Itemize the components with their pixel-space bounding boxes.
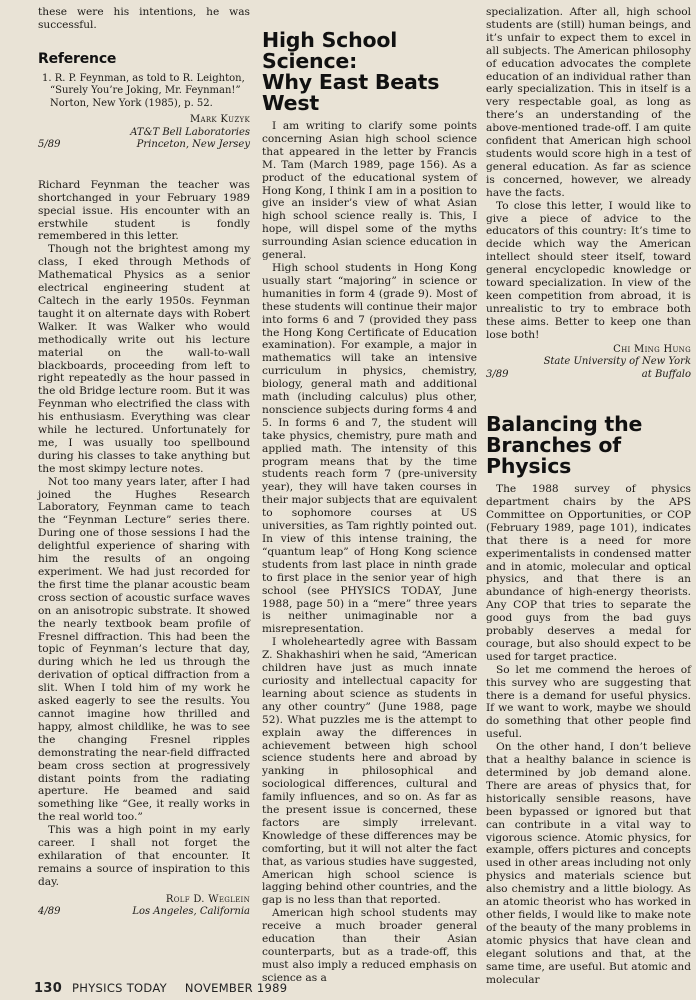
magazine-name: PHYSICS TODAY [72, 981, 167, 995]
letter-paragraph: I wholeheartedly agree with Bassam Z. Shakhashiri when he said, “American children have just as much innate curiosity and intellectual capacity for learning about science as students in any other country” (June 1988, page 52). What puzzles me is the attempt to explain away the differences in achievement between high school science students here and abroad by yanking in philosophical and sociological differences, cultural and family influences, and so on. As far as the present issue is concerned, these factors are simply irrelevant. Knowledge of these differences may be comforting, but it will not alter the fact that, as various studies have suggested, American high school science is lagging behind other countries, and the gap is no less than that reported. [262, 636, 477, 907]
reference-item: 1. R. P. Feynman, as told to R. Leighton, “Surely You’re Joking, Mr. Feynman!” Norton, New York (1985), p. 52. [42, 72, 245, 109]
signature-name: Chi Ming Hung [613, 343, 691, 355]
issue-date: NOVEMBER 1989 [184, 981, 288, 995]
letter-date: 5/89 [38, 139, 61, 151]
letter-date: 4/89 [38, 906, 61, 918]
signature-location: Los Angeles, California [132, 906, 250, 918]
letter-paragraph: specialization. After all, high school students are (still) human beings, and it’s unfair to expect them to excel in all subjects. The American philosophy of education advocates the complete education of an individual rather than early specialization. This in itself is a very respectable goal, as long as there’s an understanding of the above-mentioned trade-off. I am quite confident that American high school students would score high in a test of general education. As far as science is concerned, however, we already have the facts. [486, 6, 691, 199]
letter-date: 3/89 [486, 368, 509, 380]
signature-location: Princeton, New Jersey [136, 139, 250, 151]
letter-paragraph: Though not the brightest among my class, I eked through Methods of Mathematical Physics as a senior electrical engineering student at Caltech in the early 1950s. Feynman taught it on alternate days with Robert Walker. It was Walker who would methodically write out his lecture material on the wall-to-wall blackboards, proceeding from left to right repeatedly as the hour passed in the old Bridge lecture room. But it was Feynman who electrified the class with his enthusiasm. Everything was clear while he lectured. Unfortunately for me, I was usually too spellbound during his classes to take anything but the most skimpy lecture notes. [38, 243, 250, 475]
letter-paragraph: I am writing to clarify some points concerning Asian high school science that appeared in the letter by Francis M. Tam (March 1989, page 156). As a product of the educational system of Hong Kong, I think I am in a position to give an insider’s view of what Asian high school science really is. This, I hope, will dispel some of the myths surrounding Asian science education in general. [262, 120, 477, 262]
letter-paragraph: Not too many years later, after I had joined the Hughes Research Laboratory, Feynman came to teach the “Feynman Lecture” series there. During one of those sessions I had the delightful experience of sharing with him the results of an ongoing experiment. We had just recorded for the first time the planar acoustic beam cross section of acoustic surface waves on an anisotropic substrate. It showed the nearly textbook beam profile of Fresnel diffraction. This had been the topic of Feynman’s lecture that day, during which he led us through the derivation of optical diffraction from a slit. When I told him of my work he asked eagerly to see the results. You cannot imagine how thrilled and happy, almost childlike, he was to see the changing Fresnel ripples demonstrating the near-field diffracted beam cross section at progressively distant points from the radiating aperture. He beamed and said something like “Gee, it really works in the real world too.” [38, 475, 250, 824]
signature-name: Rolf D. Weglein [165, 893, 250, 905]
signature-affiliation: State University of New York [543, 356, 691, 368]
signature-name: Mark Kuzyk [189, 114, 250, 126]
article-heading-line: Why East Beats West [262, 70, 440, 115]
column-2 [262, 6, 477, 985]
letter-paragraph: To close this letter, I would like to give a piece of advice to the educators of this country: It’s time to decide which way the American intellect should steer itself, toward general encyclopedic knowledge or toward specialization. In view of the keen competition from abroad, it is unrealistic to try to embrace both these aims. Better to keep one than lose both! [486, 199, 691, 341]
signature-row [486, 369, 691, 382]
signature-row [38, 139, 250, 152]
signature-row [38, 906, 250, 919]
article-heading-line: Branches of Physics [486, 433, 621, 479]
letter-paragraph: High school students in Hong Kong usually start “majoring” in science or humanities in form 4 (grade 9). Most of these students will continue their major into forms 6 and 7 (provided they pass the Hong Kong Certificate of Education examination). For example, a major in mathematics will take an intensive curriculum in physics, chemistry, biology, general math and additional math (including calculus) plus other, nonscience subjects during forms 4 and 5. In forms 6 and 7, the student will take physics, chemistry, pure math and applied math. The intensity of this program means that by the time students reach form 7 (pre-university year), they will have taken courses in their major subjects that are equivalent to sophomore courses at US universities, as Tam rightly pointed out. In view of this intense training, the “quantum leap” of Hong Kong science students from last place in ninth grade to first place in the senior year of high school (see PHYSICS TODAY, June 1988, page 50) in a “mere” three years is neither unimaginable nor a misrepresentation. [262, 261, 477, 636]
page-footer [34, 981, 287, 996]
article-heading-line: High School Science: [262, 28, 398, 73]
letter-paragraph: This was a high point in my early career. I shall not forget the exhilaration of that encounter. It remains a source of inspiration to this day. [38, 824, 250, 888]
article-heading-line: Balancing the [486, 412, 643, 437]
signature-affiliation: AT&T Bell Laboratories [130, 126, 250, 138]
letter-paragraph: The 1988 survey of physics department chairs by the APS Committee on Opportunities, or COP (February 1989, page 101), indicates that there is a need for more experimentalists in condensed matter and in atomic, molecular and optical physics, and that there is an abundance of high-energy theorists. Any COP that tries to separate the good guys from the bad guys probably deserves a medal for courage, but also should expect to be used for target practice. [486, 483, 691, 663]
column-1 [38, 6, 250, 919]
column-3 [486, 6, 691, 986]
reference-heading: Reference [38, 50, 117, 67]
letter-paragraph: Richard Feynman the teacher was shortchanged in your February 1989 special issue. His encounter with an erstwhile student is fondly remembered in this letter. [38, 178, 250, 243]
signature-location: at Buffalo [641, 368, 691, 380]
page-number: 130 [34, 981, 63, 996]
letter-paragraph: American high school students may receive a much broader general education than their Asian counterparts, but as a trade-off, this must also imply a reduced emphasis on science as a [262, 907, 477, 984]
letter-paragraph: On the other hand, I don’t believe that a healthy balance in science is determined by job demand alone. There are areas of physics that, for historically sensible reasons, have been bypassed or ignored but that can contribute in a vital way to vigorous science. Atomic physics, for example, offers pictures and concepts used in other areas including not only physics and materials science but also chemistry and a little biology. As an atomic theorist who has worked in other fields, I would like to make note of the beauty of the many problems in atomic physics that have clean and elegant solutions and that, at the same time, are useful. But atomic and molecular [486, 741, 691, 986]
intro-text: these were his intentions, he was successful. [38, 6, 250, 31]
letter-paragraph: So let me commend the heroes of this survey who are suggesting that there is a demand for useful physics. If we want to work, maybe we should do something that other people find useful. [486, 663, 691, 741]
